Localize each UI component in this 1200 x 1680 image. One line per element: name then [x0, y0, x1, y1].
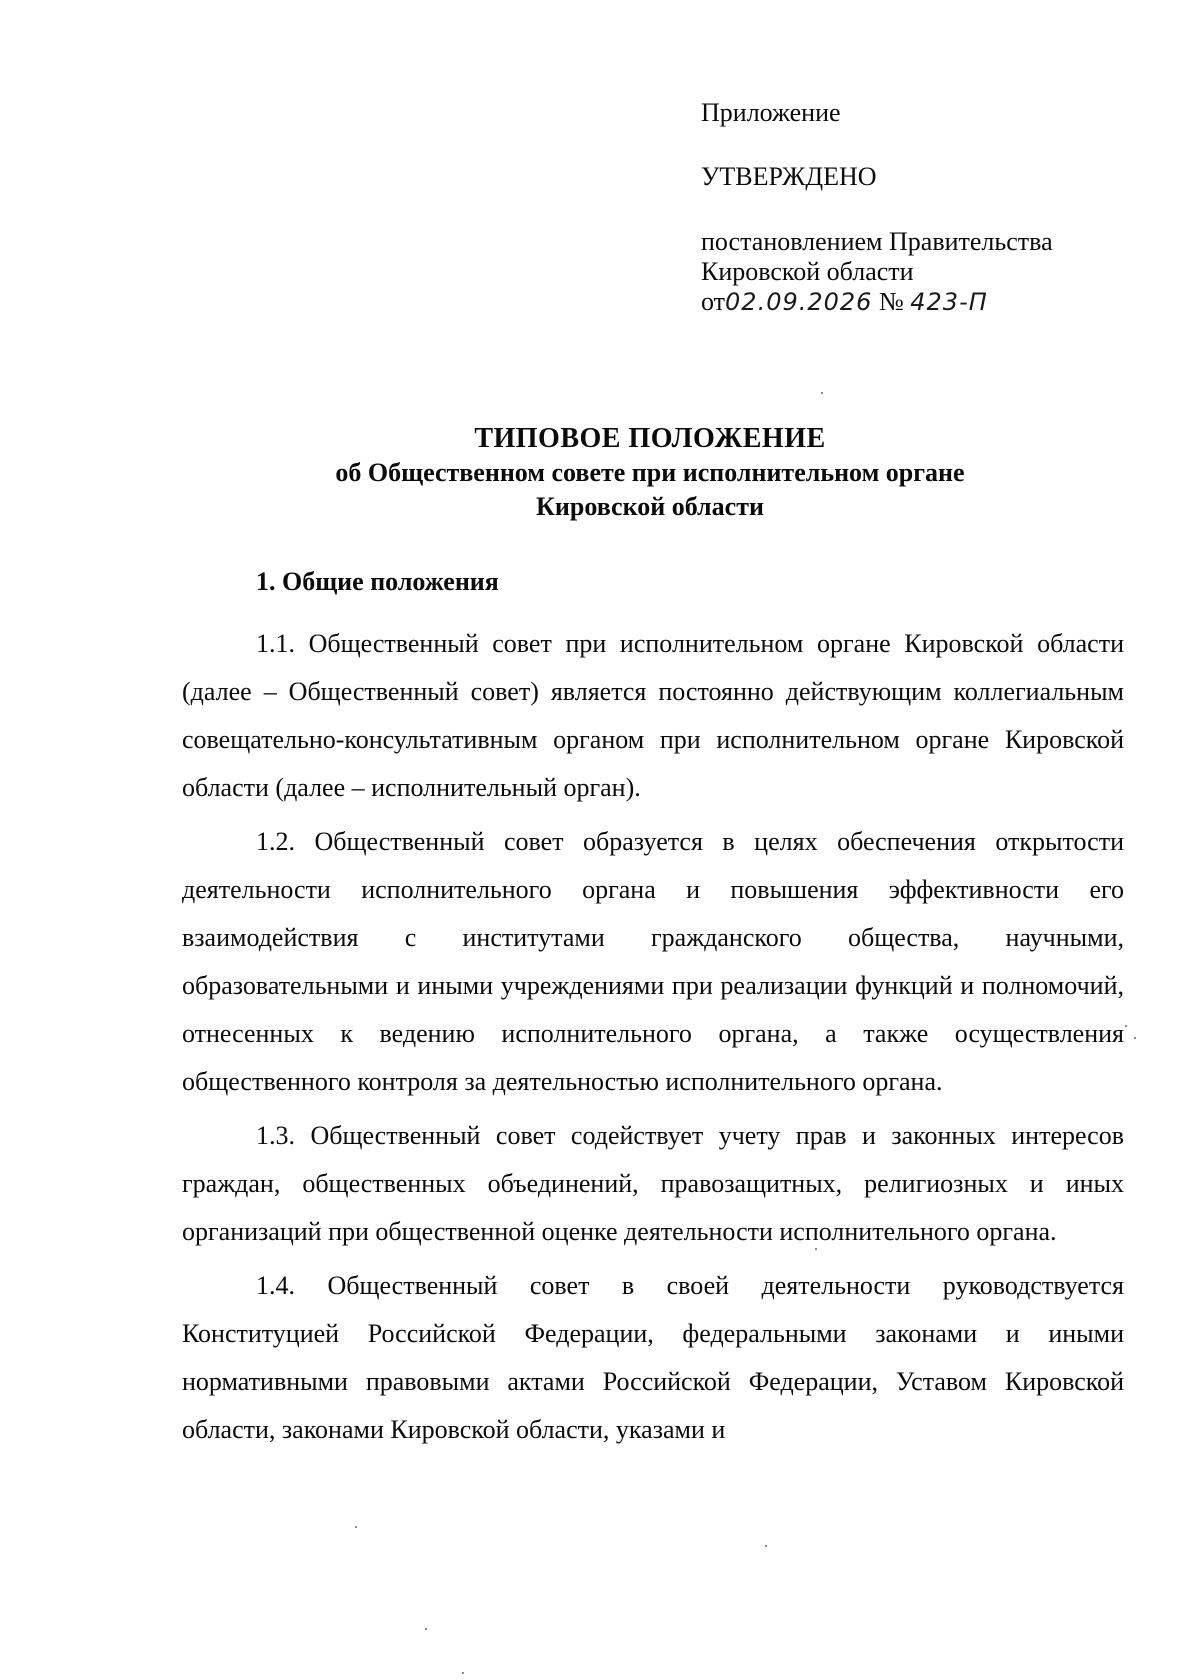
document-subtitle-line-1: об Общественном совете при исполнительном органе — [335, 458, 965, 487]
scan-speck — [425, 1628, 427, 1630]
number-sign: № — [878, 287, 904, 316]
document-subtitle-line-2: Кировской области — [536, 492, 764, 521]
decree-line-2: Кировской области — [701, 257, 914, 286]
scan-speck — [821, 392, 823, 394]
appendix-label: Приложение — [701, 98, 841, 127]
scan-speck — [1125, 1025, 1127, 1027]
handwritten-number: 423-П — [910, 288, 988, 316]
document-body — [182, 620, 1124, 1454]
decree-line-1: постановлением Правительства — [701, 227, 1053, 256]
scan-speck — [765, 1545, 767, 1547]
approved-label: УТВЕРЖДЕНО — [701, 162, 877, 191]
decree-date-line — [701, 287, 1141, 317]
scan-speck — [1134, 1037, 1136, 1039]
date-prefix: от — [701, 287, 726, 316]
section-heading: 1. Общие положения — [256, 567, 499, 596]
handwritten-date: 02.09.2026 — [725, 288, 873, 316]
document-title: ТИПОВОЕ ПОЛОЖЕНИЕ — [474, 423, 826, 454]
paragraph-1-1: 1.1. Общественный совет при исполнительном органе Кировской области (далее – Общественный совет) является постоянно действующим коллегиальным совещательно-консультативным органом при исполнительном органе Кировской области (далее – исполнительный орган). — [182, 629, 1124, 802]
paragraph-1-4: 1.4. Общественный совет в своей деятельности руководствуется Конституцией Российской Федерации, федеральными законами и иными нормативными правовыми актами Российской Федерации, Уставом Кировской области, законами Кировской области, указами и — [182, 1271, 1124, 1444]
scan-speck — [462, 1672, 464, 1674]
paragraph-1-3: 1.3. Общественный совет содействует учету прав и законных интересов граждан, общественных объединений, правозащитных, религиозных и иных организаций при общественной оценке деятельности исполнительного органа. — [182, 1121, 1124, 1246]
approval-stamp-block — [701, 98, 1141, 317]
scan-speck — [355, 1526, 357, 1528]
document-title-block — [160, 422, 1140, 524]
paragraph-1-2: 1.2. Общественный совет образуется в целях обеспечения открытости деятельности исполнительного органа и повышения эффективности его взаимодействия с институтами гражданского общества, научными, образовательными и иными учреждениями при реализации функций и полномочий, отнесенных к ведению исполнительного органа, а также осуществления общественного контроля за деятельностью исполнительного органа. — [182, 827, 1124, 1096]
scan-speck — [815, 1248, 817, 1250]
